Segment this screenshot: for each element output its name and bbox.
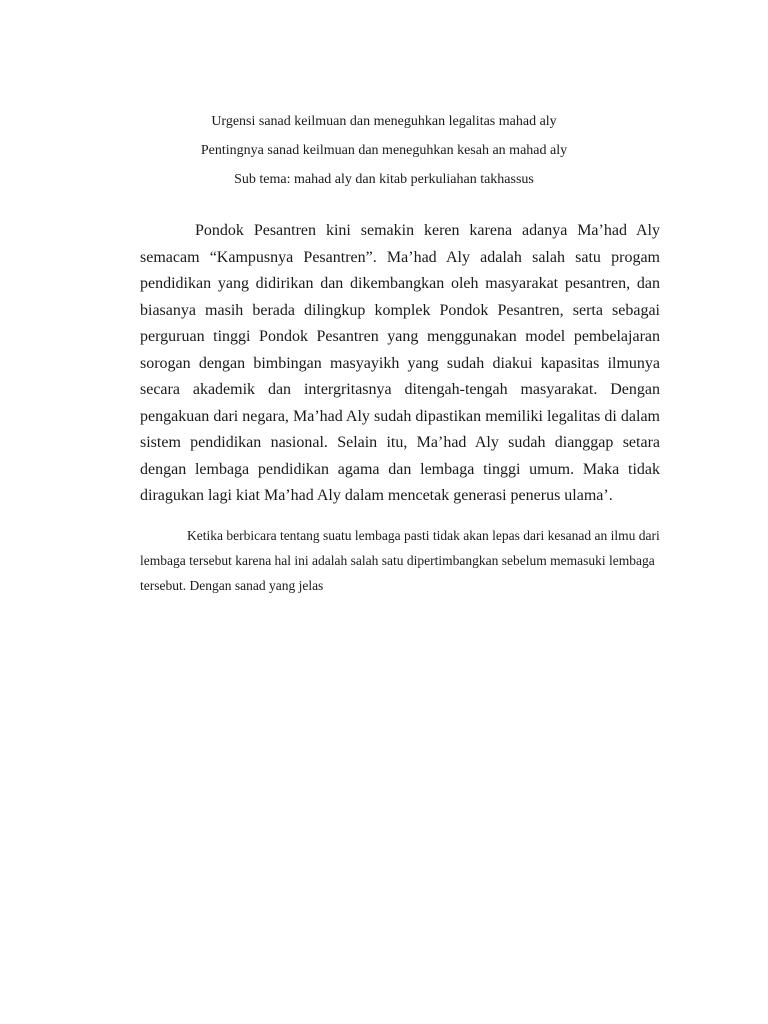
body-paragraph-2: Ketika berbicara tentang suatu lembaga pasti tidak akan lepas dari kesanad an ilmu dari lembaga tersebut karena hal ini adalah salah satu dipertimbangkan sebelum memasuki lembaga tersebut. Dengan sanad yang jelas [140, 528, 660, 593]
title-block [0, 107, 768, 194]
main-title: Urgensi sanad keilmuan dan meneguhkan legalitas mahad aly [211, 114, 557, 129]
subtitle: Pentingnya sanad keilmuan dan meneguhkan kesah an mahad aly [200, 143, 568, 158]
body-paragraph-1: Pondok Pesantren kini semakin keren karena adanya Ma’had Aly semacam “Kampusnya Pesantren”. Ma’had Aly adalah salah satu progam pendidikan yang didirikan dan dikembangkan oleh masyarakat pesantren, dan biasanya masih berada dilingkup komplek Pondok Pesantren, serta sebagai perguruan tinggi Pondok Pesantren yang menggunakan model pembelajaran sorogan dengan bimbingan masyayikh yang sudah diakui kapasitas ilmunya secara akademik dan intergritasnya ditengah-tengah masyarakat. Dengan pengakuan dari negara, Ma’had Aly sudah dipastikan memiliki legalitas di dalam sistem pendidikan nasional. Selain itu, Ma’had Aly sudah dianggap setara dengan lembaga pendidikan agama dan lembaga tinggi umum. Maka tidak diragukan lagi kiat Ma’had Aly dalam mencetak generasi penerus ulama’. [140, 222, 660, 504]
sub-theme: Sub tema: mahad aly dan kitab perkuliahan takhassus [234, 172, 534, 187]
